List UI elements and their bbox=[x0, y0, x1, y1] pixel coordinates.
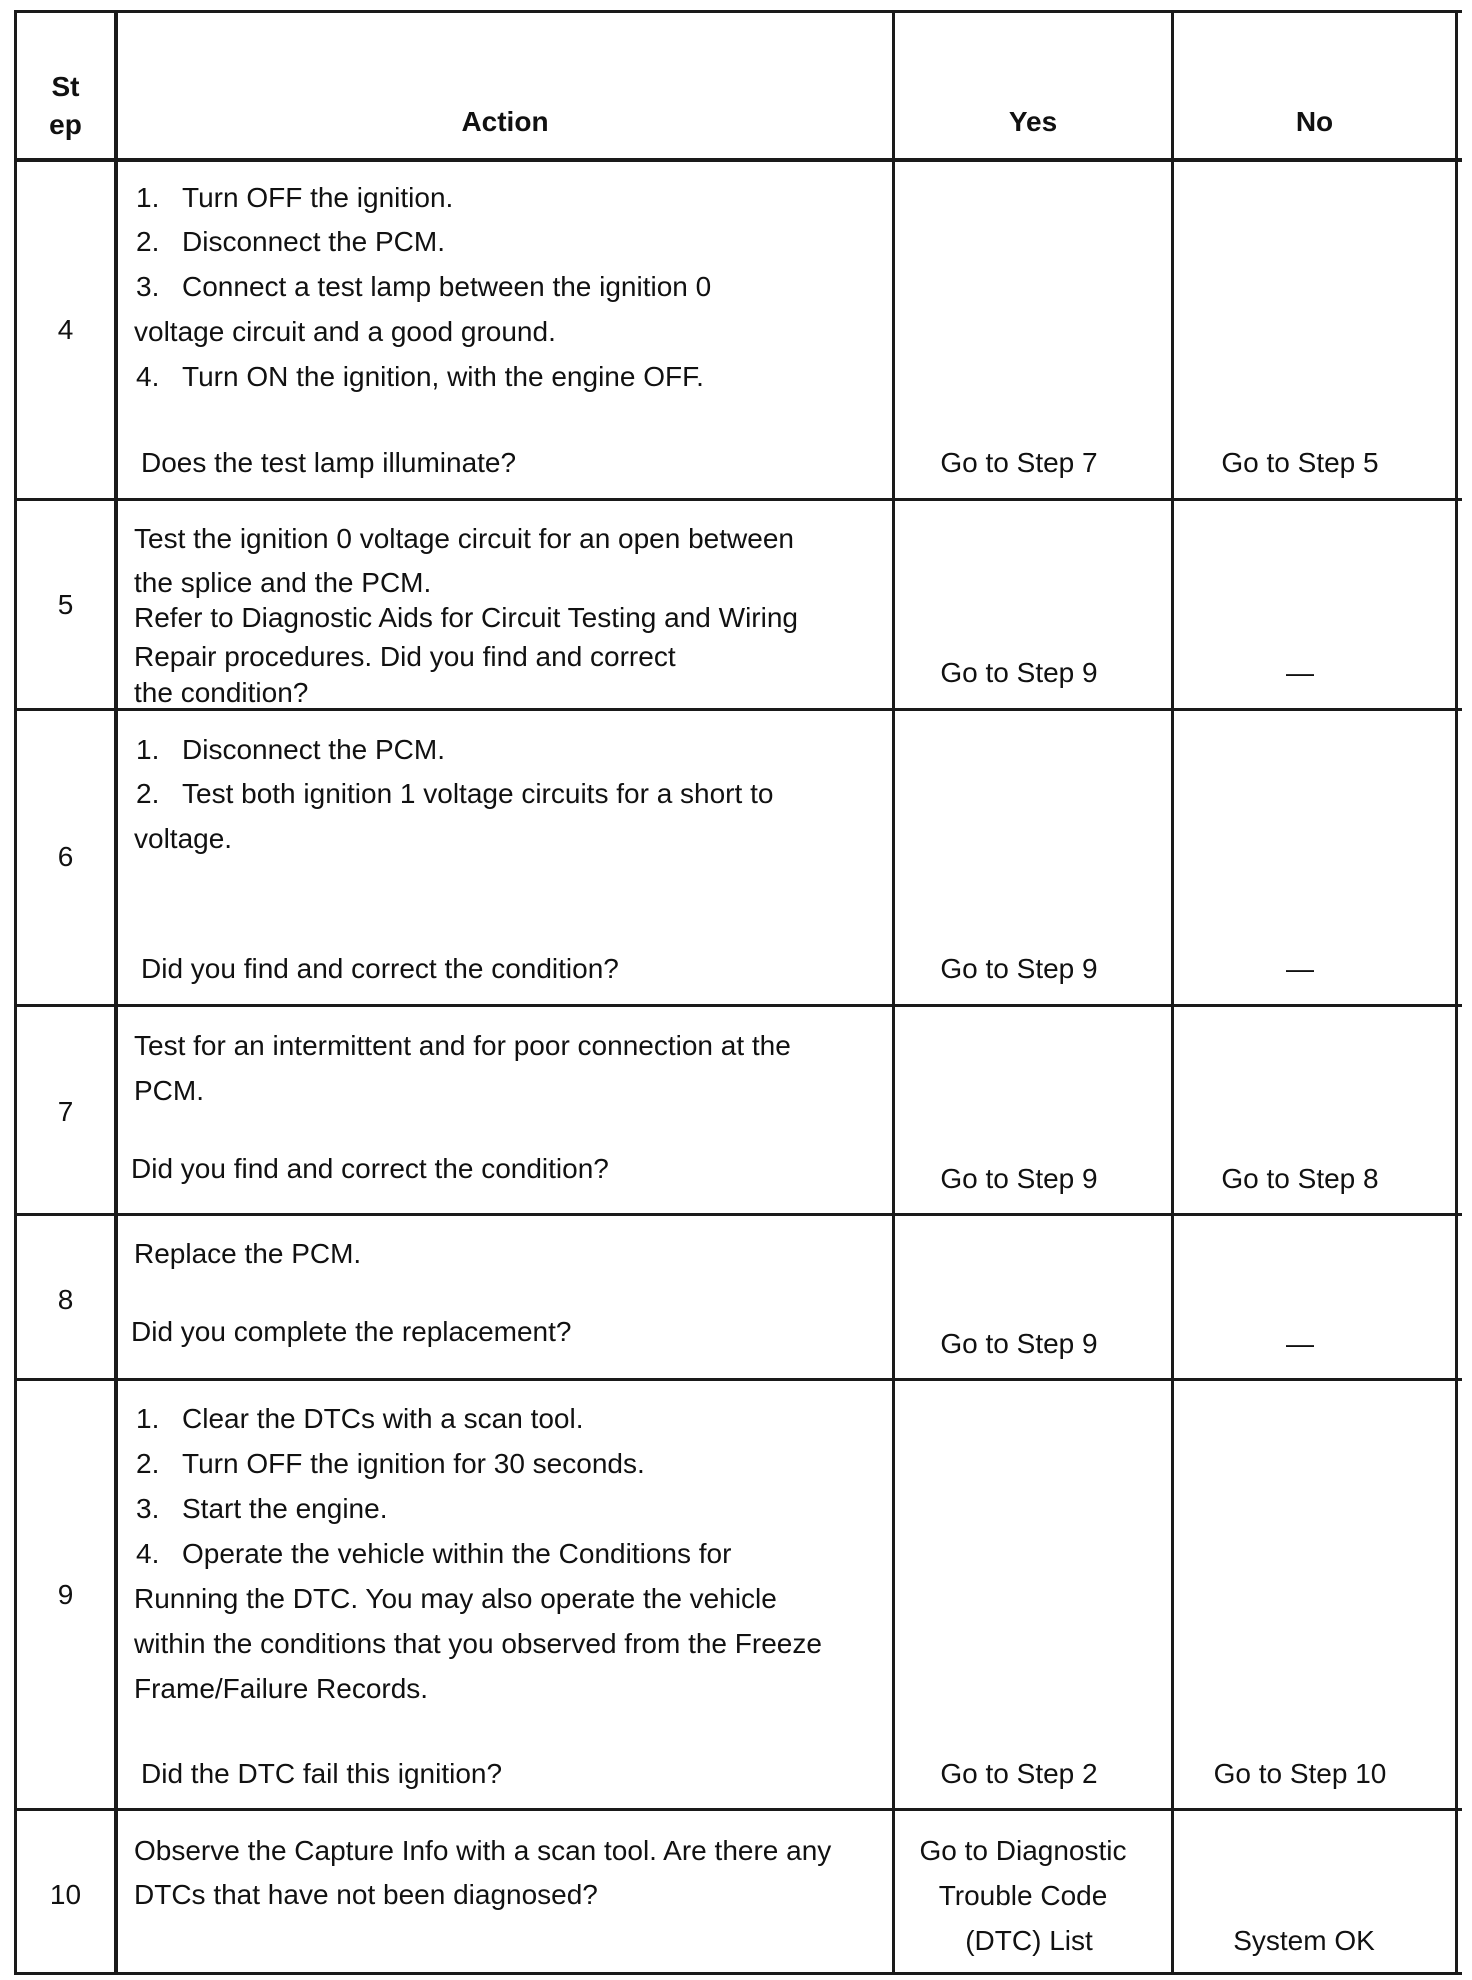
header-step bbox=[17, 68, 114, 144]
yes-outcome: Go to Step 9 bbox=[940, 657, 1098, 688]
table-left-border bbox=[14, 10, 17, 1975]
header-no: No bbox=[1295, 106, 1334, 137]
action-item: 4. Operate the vehicle within the Conditions for bbox=[136, 1538, 732, 1569]
action-line: Test for an intermittent and for poor connection at the bbox=[134, 1030, 791, 1061]
action-question: Did you find and correct the condition? bbox=[141, 953, 619, 984]
header-yes: Yes bbox=[1008, 106, 1058, 137]
step-number: 10 bbox=[49, 1879, 82, 1910]
action-question: Did the DTC fail this ignition? bbox=[141, 1758, 503, 1789]
action-item: Frame/Failure Records. bbox=[134, 1673, 429, 1704]
yes-outcome: Go to Step 9 bbox=[940, 953, 1098, 984]
action-line: Repair procedures. Did you find and correct bbox=[134, 641, 676, 672]
action-item: 1. Disconnect the PCM. bbox=[136, 734, 445, 765]
step-number: 8 bbox=[57, 1284, 74, 1315]
no-outcome: Go to Step 10 bbox=[1213, 1758, 1387, 1789]
row-border bbox=[14, 498, 1462, 501]
action-item: 2. Test both ignition 1 voltage circuits for a short to bbox=[136, 778, 774, 809]
row-border bbox=[14, 1004, 1462, 1007]
action-item: 3. Start the engine. bbox=[136, 1493, 388, 1524]
step-number: 4 bbox=[57, 314, 74, 345]
header-step-line1: St bbox=[51, 71, 80, 102]
action-question: Did you find and correct the condition? bbox=[131, 1153, 609, 1184]
step-number: 7 bbox=[57, 1096, 74, 1127]
header-bottom-border bbox=[14, 158, 1462, 162]
action-line: Test the ignition 0 voltage circuit for an open between bbox=[134, 523, 794, 554]
header-action: Action bbox=[461, 106, 549, 137]
no-outcome: — bbox=[1286, 1328, 1314, 1359]
action-item: voltage. bbox=[134, 823, 233, 854]
action-item: 2. Turn OFF the ignition for 30 seconds. bbox=[136, 1448, 645, 1479]
action-item: 4. Turn ON the ignition, with the engine OFF. bbox=[136, 361, 704, 392]
action-line: Observe the Capture Info with a scan tool. Are there any bbox=[134, 1835, 832, 1866]
row-border bbox=[14, 1808, 1462, 1811]
yes-outcome: Go to Step 9 bbox=[940, 1328, 1098, 1359]
no-outcome: System OK bbox=[1233, 1925, 1375, 1956]
table-bottom-border bbox=[14, 1972, 1462, 1975]
no-outcome: — bbox=[1286, 657, 1314, 688]
row-border bbox=[14, 1378, 1462, 1381]
action-item: Running the DTC. You may also operate the vehicle bbox=[134, 1583, 777, 1614]
action-question: Does the test lamp illuminate? bbox=[141, 447, 517, 478]
header-step-line2: ep bbox=[49, 109, 82, 140]
action-line: the condition? bbox=[134, 677, 309, 708]
yes-outcome: Go to Step 2 bbox=[940, 1758, 1098, 1789]
step-number: 9 bbox=[57, 1579, 74, 1610]
yes-outcome: Go to Step 9 bbox=[940, 1163, 1098, 1194]
table-right-border bbox=[1455, 10, 1458, 1975]
action-line: DTCs that have not been diagnosed? bbox=[134, 1879, 598, 1910]
column-border bbox=[114, 10, 118, 1975]
step-number: 6 bbox=[57, 841, 74, 872]
action-item: 1. Turn OFF the ignition. bbox=[136, 182, 454, 213]
action-question: Did you complete the replacement? bbox=[131, 1316, 572, 1347]
action-item: 1. Clear the DTCs with a scan tool. bbox=[136, 1403, 584, 1434]
action-line: PCM. bbox=[134, 1075, 204, 1106]
yes-outcome: Go to Step 7 bbox=[940, 447, 1098, 478]
step-number: 5 bbox=[57, 589, 74, 620]
action-line: Refer to Diagnostic Aids for Circuit Testing and Wiring bbox=[134, 602, 798, 633]
action-line: Replace the PCM. bbox=[134, 1238, 362, 1269]
column-border bbox=[1171, 10, 1174, 1975]
row-border bbox=[14, 1213, 1462, 1216]
action-item: within the conditions that you observed from the Freeze bbox=[134, 1628, 822, 1659]
yes-outcome-line: Go to Diagnostic bbox=[919, 1835, 1127, 1866]
yes-outcome-line: Trouble Code bbox=[938, 1880, 1108, 1911]
no-outcome: — bbox=[1286, 953, 1314, 984]
table-top-border bbox=[14, 10, 1462, 13]
action-item: 3. Connect a test lamp between the ignition 0 bbox=[136, 271, 712, 302]
column-border bbox=[892, 10, 895, 1975]
no-outcome: Go to Step 5 bbox=[1221, 447, 1379, 478]
action-line: the splice and the PCM. bbox=[134, 567, 432, 598]
yes-outcome-line: (DTC) List bbox=[965, 1925, 1093, 1956]
action-item: voltage circuit and a good ground. bbox=[134, 316, 556, 347]
no-outcome: Go to Step 8 bbox=[1221, 1163, 1379, 1194]
action-item: 2. Disconnect the PCM. bbox=[136, 226, 445, 257]
